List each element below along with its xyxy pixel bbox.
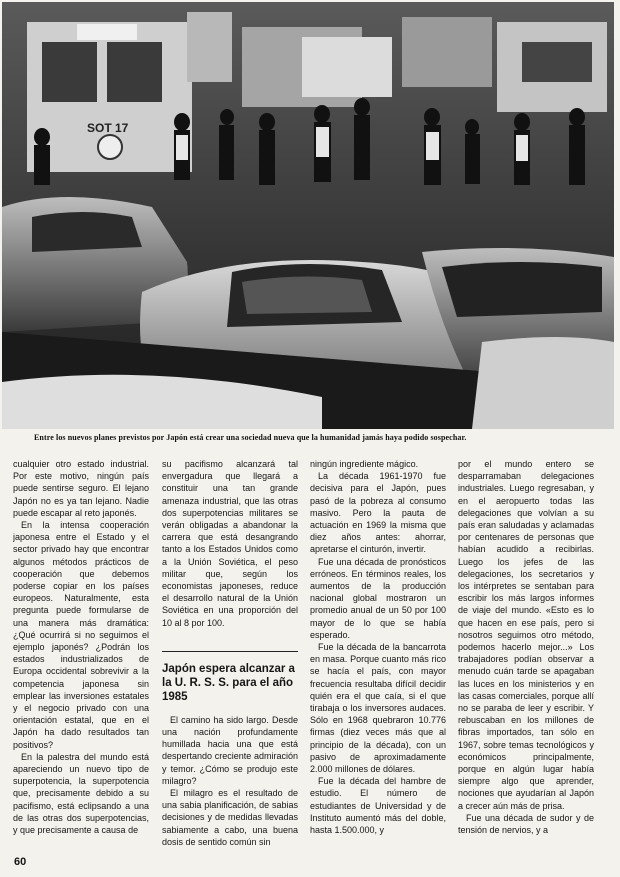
paragraph: Fue una década de sudor y de tensión de nervios, y a (458, 812, 594, 836)
section-subheading: Japón espera alcanzar a la U. R. S. S. para el año 1985 (162, 651, 298, 704)
paragraph: En la palestra del mundo está apareciendo un nuevo tipo de superpotencia, la superpotencia que, precisamente debido a su pacifismo, está eclipsando a una de las otras dos superpotencias, y que precisamente a causa de (13, 751, 149, 836)
page-number: 60 (14, 856, 27, 868)
text-column-3 (310, 458, 446, 853)
paragraph: El camino ha sido largo. Desde una nación profundamente humillada hacia una que está despertando creciente admiración y temor. ¿Cómo se produjo este milagro? (162, 714, 298, 786)
paragraph: Fue la década del hambre de estudio. El número de estudiantes de Universidad y de Instituto aumentó más del doble, hasta 1.500.000, y (310, 776, 446, 836)
paragraph: La década 1961-1970 fue decisiva para el Japón, pues pasó de la pobreza al consumo masivo. Pero la pauta de actuación en 1969 la misma que diez años antes: ahorrar, apretarse el cinturón, invertir. (310, 471, 446, 555)
paragraph: Fue la década de la bancarrota en masa. Porque cuanto más rico se hacía el país, con mayor frecuencia resultaba difícil decidir quién era el que caía, si el que tirabaja o los inversores audaces. Sólo en 1968 quebraron 10.776 firmas (diez veces más que al principio de la década), con un pasivo de aproximadamente 2.000 millones de dólares. (310, 642, 446, 775)
text-column-2 (162, 458, 298, 853)
text-column-1 (13, 458, 149, 853)
paragraph: Fue una década de pronósticos erróneos. En términos reales, los aumentos de la producción nacional global mostraron un promedio anual de un 50 por 100 mayor de lo que se había esperado. (310, 556, 446, 640)
text-column-4 (458, 458, 594, 853)
paragraph: ningún ingrediente mágico. (310, 459, 419, 469)
paragraph: por el mundo entero se desparramaban delegaciones industriales. Luego regresaban, y en el aeropuerto todas las delegaciones que volvían a su país eran saludadas y aclamadas por centenares de personas que habían acudido a recibirlas. Luego los jefes de las delegaciones, los secretarios y los intérpretes se sentaban para escribir los más largos informes de viaje del mundo. «Esto es lo que hacen en ese país, pero si nosotros seguimos otro método, podemos hacerlo mejor...» Los trabajadores podían observar a menudo cuán tarde se apagaban las luces en los ministerios y en las casas comerciales, porque allí no se paraba de leer y escribir. Y rebuscaban en los millones de fibras importados, tan sólo en 1967, sobre temas tecnológicos y económicos principalmente, porque en algún lugar había siempre algo que aprender, nociones que ayudarían al Japón a crecer aún más de prisa. (458, 459, 594, 811)
paragraph: cualquier otro estado industrial. Por este motivo, ningún país puede sentirse seguro. El lejano Japón no es ya tan lejano. Nadie puede escapar al reto japonés. (13, 459, 149, 518)
photo-caption: Entre los nuevos planes previstos por Japón está crear una sociedad nueva que la humanidad jamás haya podido sospechar. (34, 433, 467, 442)
paragraph: En la intensa cooperación japonesa entre el Estado y el sector privado hay que encontrar algunos métodos prácticos de cooperación que debemos poderse copiar en los países europeos. Naturalmente, esta pregunta puede formularse de una manera más dramática: ¿Qué ocurrirá si no seguimos el ejemplo japonés? ¿Podrán los estados industrializados de Europa occidental sobrevivir a la competencia japonesa sin emplear las inversiones estatales y el negocio privado con una orientación estatal, que en el Japón ha dado resultados tan positivos? (13, 520, 149, 750)
bus-sign-text: SOT 17 (87, 121, 129, 135)
paragraph: El milagro es el resultado de una sabia planificación, de sabias decisiones y de medidas llevadas sabiamente a cabo, una buena dosis de sentido común sin (162, 788, 298, 847)
street-scene-photo (2, 2, 614, 429)
paragraph: su pacifismo alcanzará tal envergadura que llegará a constituir una tan grande amenaza industrial, que las otras dos superpotencias militares se verán obligadas a abandonar la carrera que está desangrando tanto a los Estados Unidos como a la Unión Soviética, el peso militar que, según los economistas japoneses, reduce el desarrollo natural de la Unión Soviética en una proporción del 10 al 8 por 100. (162, 459, 298, 628)
